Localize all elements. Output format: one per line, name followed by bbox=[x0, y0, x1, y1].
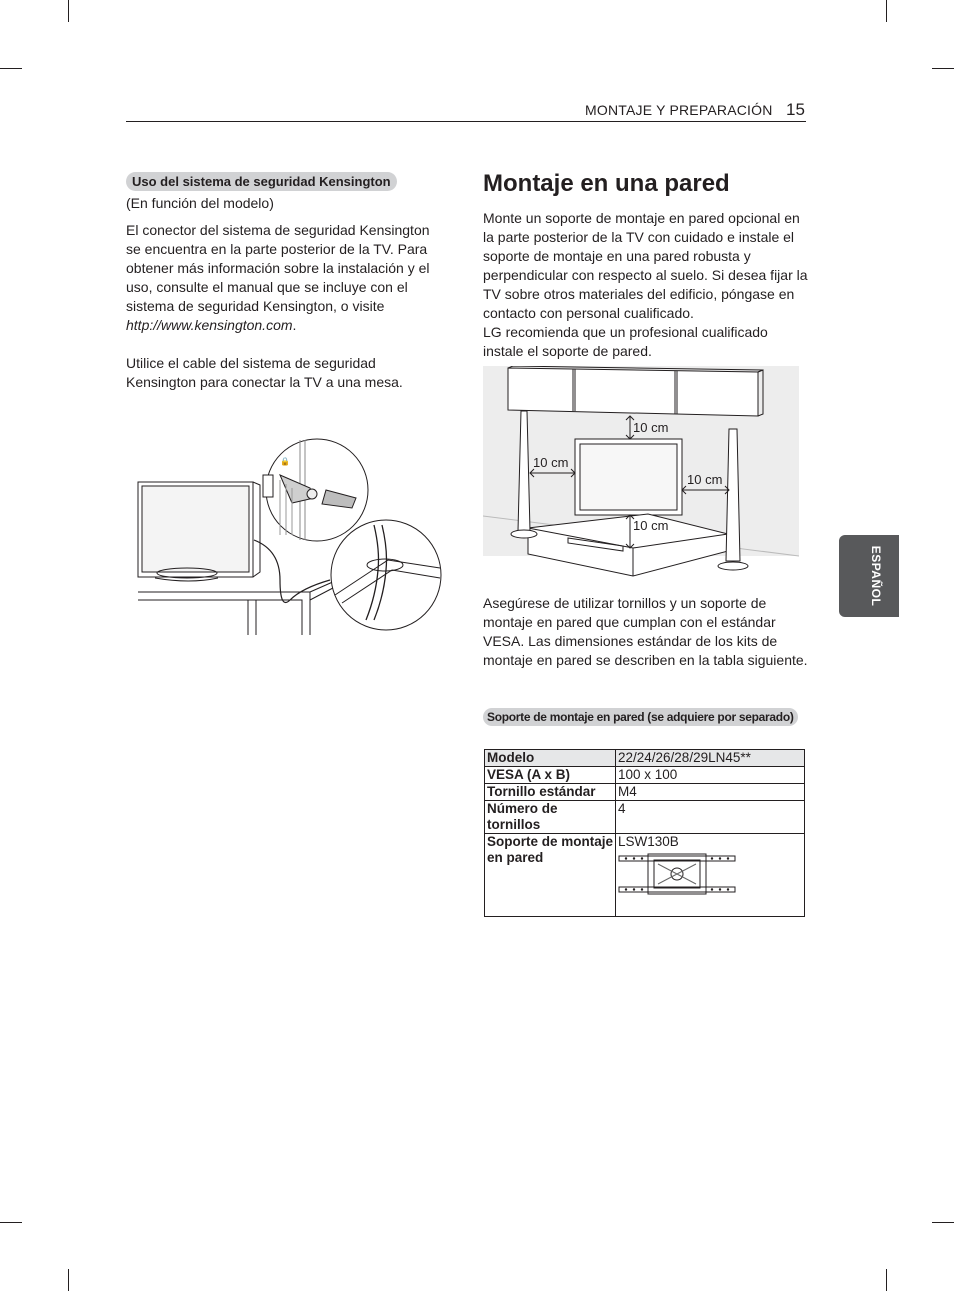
wall-bracket-icon bbox=[618, 852, 736, 900]
language-tab bbox=[839, 535, 899, 617]
wall-mount-illustration bbox=[483, 366, 799, 580]
wall-mount-spec-table bbox=[484, 749, 805, 917]
table-row bbox=[485, 784, 805, 801]
kensington-illustration bbox=[130, 420, 442, 638]
wall-mount-intro-1: Monte un soporte de montaje en pared opcional en la parte posterior de la TV con cuidado e instale el soporte de montaje en una pared robusta y perpendicular con respecto al suelo. Si desea fijar la TV sobre otros materiales del edificio, póngase en contacto con personal cualificado. bbox=[483, 210, 808, 321]
crop-mark bbox=[886, 1269, 887, 1291]
svg-text:🔒: 🔒 bbox=[280, 457, 290, 466]
model-note: (En función del modelo) bbox=[126, 195, 274, 211]
table-cell-label: Modelo bbox=[485, 750, 616, 767]
page-title: Montaje en una pared bbox=[483, 170, 730, 197]
page-number: 15 bbox=[786, 100, 805, 119]
wall-mount-intro-2: LG recomienda que un profesional cualificado instale el soporte de pared. bbox=[483, 324, 768, 359]
table-row bbox=[485, 767, 805, 784]
table-cell-value bbox=[616, 834, 805, 917]
table-cell-value: 100 x 100 bbox=[616, 767, 805, 784]
table-cell-label: Número de tornillos bbox=[485, 801, 616, 834]
vesa-note: Asegúrese de utilizar tornillos y un soporte de montaje en pared que cumplan con el estándar VESA. Las dimensiones estándar de los kits de montaje en pared se describen en la tabla siguiente. bbox=[483, 595, 808, 668]
crop-mark bbox=[68, 0, 69, 22]
table-cell-value: M4 bbox=[616, 784, 805, 801]
language-tab-label: ESPAÑOL bbox=[869, 545, 883, 607]
header-section-title: MONTAJE Y PREPARACIÓN bbox=[585, 102, 773, 118]
clearance-right-label: 10 cm bbox=[687, 472, 723, 487]
table-cell-value: 4 bbox=[616, 801, 805, 834]
crop-mark bbox=[932, 1222, 954, 1223]
clearance-top-label: 10 cm bbox=[633, 420, 669, 435]
table-cell-label: Soporte de montaje en pared bbox=[485, 834, 616, 917]
wall-mount-intro bbox=[483, 209, 808, 361]
kensington-link[interactable]: http://www.kensington.com bbox=[126, 317, 293, 333]
kensington-heading: Uso del sistema de seguridad Kensington bbox=[126, 172, 397, 191]
left-column-text bbox=[126, 194, 446, 392]
table-row bbox=[485, 801, 805, 834]
wall-mount-table-heading: Soporte de montaje en pared (se adquiere por separado) bbox=[483, 708, 798, 726]
table-cell-value: 22/24/26/28/29LN45** bbox=[616, 750, 805, 767]
kensington-paragraph-2: Utilice el cable del sistema de seguridad Kensington para conectar la TV a una mesa. bbox=[126, 355, 403, 390]
clearance-bottom-label: 10 cm bbox=[633, 518, 669, 533]
table-row bbox=[485, 834, 805, 917]
link-suffix: . bbox=[292, 317, 297, 333]
header-rule bbox=[126, 121, 806, 122]
bracket-model: LSW130B bbox=[618, 834, 679, 849]
crop-mark bbox=[0, 68, 22, 69]
crop-mark bbox=[886, 0, 887, 22]
table-cell-label: VESA (A x B) bbox=[485, 767, 616, 784]
kensington-paragraph-text: El conector del sistema de seguridad Kensington se encuentra en la parte posterior de la TV. Para obtener más información sobre la instalación y el uso, consulte el manual que se incluye con el sistema de seguridad Kensington, o visite bbox=[126, 222, 430, 314]
kensington-paragraph bbox=[126, 221, 446, 335]
crop-mark bbox=[932, 68, 954, 69]
table-row bbox=[485, 750, 805, 767]
crop-mark bbox=[0, 1222, 22, 1223]
crop-mark bbox=[68, 1269, 69, 1291]
clearance-left-label: 10 cm bbox=[533, 455, 569, 470]
table-cell-label: Tornillo estándar bbox=[485, 784, 616, 801]
